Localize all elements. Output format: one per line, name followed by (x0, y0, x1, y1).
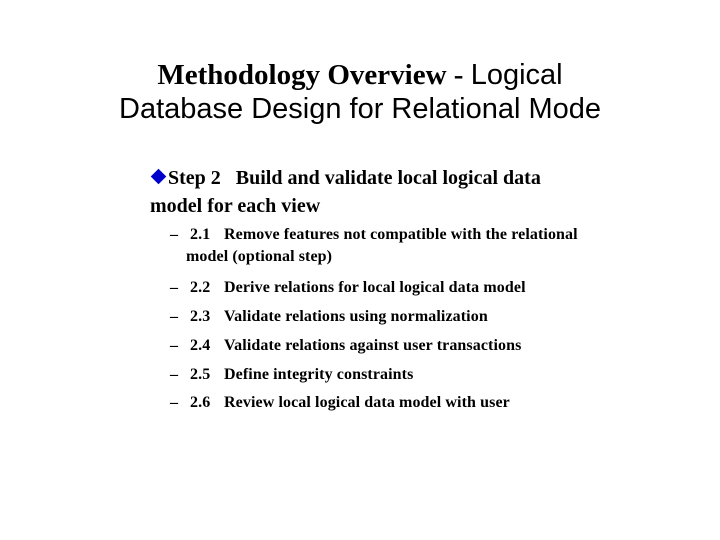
substep-text-continued: model (optional step) (186, 248, 333, 265)
substep-text: Review local logical data model with user (224, 394, 510, 411)
substep-number: 2.6 (190, 394, 211, 411)
step-2-bullet (150, 164, 650, 220)
title-sans-part-1: Logical (470, 59, 563, 91)
dash-icon: – (170, 337, 179, 354)
substep-number: 2.3 (190, 308, 211, 325)
dash-icon: – (170, 308, 179, 325)
substep-text: Validate relations against user transactions (224, 337, 522, 354)
step-text-line-1: Step 2 Build and validate local logical data (168, 167, 541, 189)
substep-number: 2.5 (190, 366, 211, 383)
title-line-1 (0, 58, 720, 92)
substep-text: Validate relations using normalization (224, 308, 488, 325)
substep-2-2 (170, 277, 690, 299)
step-line-1 (150, 164, 650, 192)
substep-2-3 (170, 306, 690, 328)
dash-icon: – (170, 279, 179, 296)
substep-number: 2.1 (190, 226, 211, 243)
dash-icon: – (170, 366, 179, 383)
substep-text: Define integrity constraints (224, 366, 414, 383)
slide-title (0, 58, 720, 126)
substep-2-1 (170, 224, 690, 268)
substep-text: Remove features not compatible with the relational (224, 226, 578, 243)
substep-number: 2.4 (190, 337, 211, 354)
step-text-line-2: model for each view (150, 195, 321, 217)
substep-number: 2.2 (190, 279, 211, 296)
substep-2-4 (170, 335, 690, 357)
title-serif-part: Methodology Overview - (157, 59, 471, 91)
dash-icon: – (170, 226, 179, 243)
substep-2-5 (170, 364, 690, 386)
substep-2-6 (170, 392, 690, 414)
title-line-2: Database Design for Relational Mode (119, 93, 601, 125)
substep-text: Derive relations for local logical data model (224, 279, 526, 296)
diamond-bullet-icon (151, 169, 167, 185)
dash-icon: – (170, 394, 179, 411)
